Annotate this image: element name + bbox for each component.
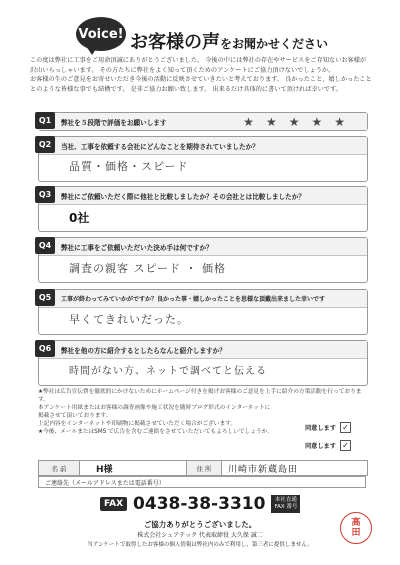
fax-badge: FAX [100,497,127,511]
name-label: 名 前 [39,461,80,475]
question-tag: Q4 [35,237,55,254]
contact-field[interactable] [38,476,366,488]
name-address-row [38,460,368,476]
intro-line: お客様の生のご意見をお寄せいただき今後の活動に反映させていきたいと考えております。 良かったこと、嬉しかったこと [30,76,372,83]
fax-side-bottom: FAX 番号 [274,504,298,510]
question-tag: Q2 [35,136,55,153]
privacy-text: 当アンケートで取得したお客様の個人情報は弊社内のみで利用し、第三者に提供しません。 [87,542,313,548]
name-field[interactable]: H様 [80,461,187,475]
question-text: 弊社を他の方に紹介するとしたらなんと紹介しますか？ [61,346,226,355]
question-text: 当社、工事を依頼する会社にどんなことを期待されていましたか？ [61,142,259,151]
agree-publish[interactable] [305,422,351,433]
question-tag: Q1 [35,112,55,129]
page-title [130,28,328,54]
star-icon[interactable]: ★ [243,115,254,129]
question-text: 弊社を５段階で評価をお願いします [61,118,167,127]
agree-checkbox[interactable]: ✓ [340,422,351,433]
address-field[interactable]: 川崎市新蔵島田 [228,464,299,475]
intro-line: 沢山いらっしゃいます。 その方たちに弊社をよく知って頂くためのアンケートにご協力頂けないでしょうか。 [30,66,335,74]
question-text: 弊社に工事をご依頼いただいた決め手は何ですか？ [61,243,213,252]
answer-text[interactable]: 0社 [69,211,90,225]
question-text: 弊社にご依頼いただく際に他社と比較しましたか？その会社とは比較しましたか？ [61,192,305,201]
note-line: 上記内容をインターネットや印刷物に掲載させていただく場合がございます。 [38,421,237,427]
note-line: ★弊社は広告宣伝費を徹底的にかけないためにホームページ付きを掲げお客様のご意見を上手に紹介の方策活動を行っております。 [38,389,362,403]
answer-text[interactable]: 品質・価格・スピード [69,160,189,173]
question-q5 [38,289,368,335]
rating-stars[interactable] [243,115,345,129]
question-q2 [38,136,368,182]
note-line: 本アンケート用紙またはお客様の調査画像や施工状況を随時ブログ形式のインターネットに [38,405,271,411]
speech-bubble-tail [86,46,98,55]
fax-number: 0438-38-3310 [133,494,266,514]
intro-line: この度は弊社に工事をご用命頂誠にありがとうございました。 今後の中には弊社の存在やサービスをご存知ないお客様が [30,57,367,64]
answer-text[interactable]: 時間がない方、ネットで調べてと伝える [69,366,267,377]
intro-text [30,56,375,94]
agree-contact[interactable] [305,440,351,451]
question-q1 [38,112,368,131]
star-icon[interactable]: ★ [288,115,300,129]
star-icon[interactable]: ★ [265,115,277,129]
question-q6 [38,340,368,386]
fax-side-label [271,495,300,513]
voice-badge: Voice! [76,17,126,51]
name-seal-stamp [340,512,372,544]
agree-label: 同意します [305,425,336,432]
title-main: お客様の声 [130,32,220,53]
seal-char: 田 [351,528,361,538]
question-q4 [38,237,368,283]
title-sub: をお聞かせください [220,37,329,51]
answer-text[interactable]: 早くてきれいだった。 [69,313,189,326]
seal-char: 高 [351,518,361,528]
contact-label: ご連絡先（メールアドレスまたは電話番号） [45,479,165,487]
thanks-text: ご協力ありがとうございました。 [143,520,257,529]
agree-checkbox[interactable]: ✓ [340,440,351,451]
question-tag: Q3 [35,186,55,203]
company-text: 株式会社シュアテック 代表取締役 大久保 誠二 [137,532,263,539]
star-icon[interactable]: ★ [334,115,345,129]
note-line: 掲載させて頂いております。 [38,413,112,419]
question-text: 工事が終わってみていかがですか？良かった事・嬉しかったことを思様な頂戴出来ました幸いです [61,296,325,303]
fax-side-top: 本社直通 [274,497,297,503]
question-tag: Q6 [35,340,55,357]
intro-line: とのような皆様な事でも結構です。 是非ご協力お願い致します。 出来るだけ具体的に書いて頂ければ幸いです。 [30,85,342,93]
star-icon[interactable]: ★ [311,115,323,129]
agree-label: 同意します [305,443,336,450]
question-tag: Q5 [35,289,55,306]
address-label: 住 所 [187,461,222,475]
note-line: ★今後、メールまたはSMS で広告を含むご連絡をさせていただいてもよろしいでしょうか。 [38,429,274,435]
fax-info [100,494,300,514]
answer-text[interactable]: 調査の親客 スピード ・ 価格 [69,262,227,275]
question-q3 [38,186,368,232]
